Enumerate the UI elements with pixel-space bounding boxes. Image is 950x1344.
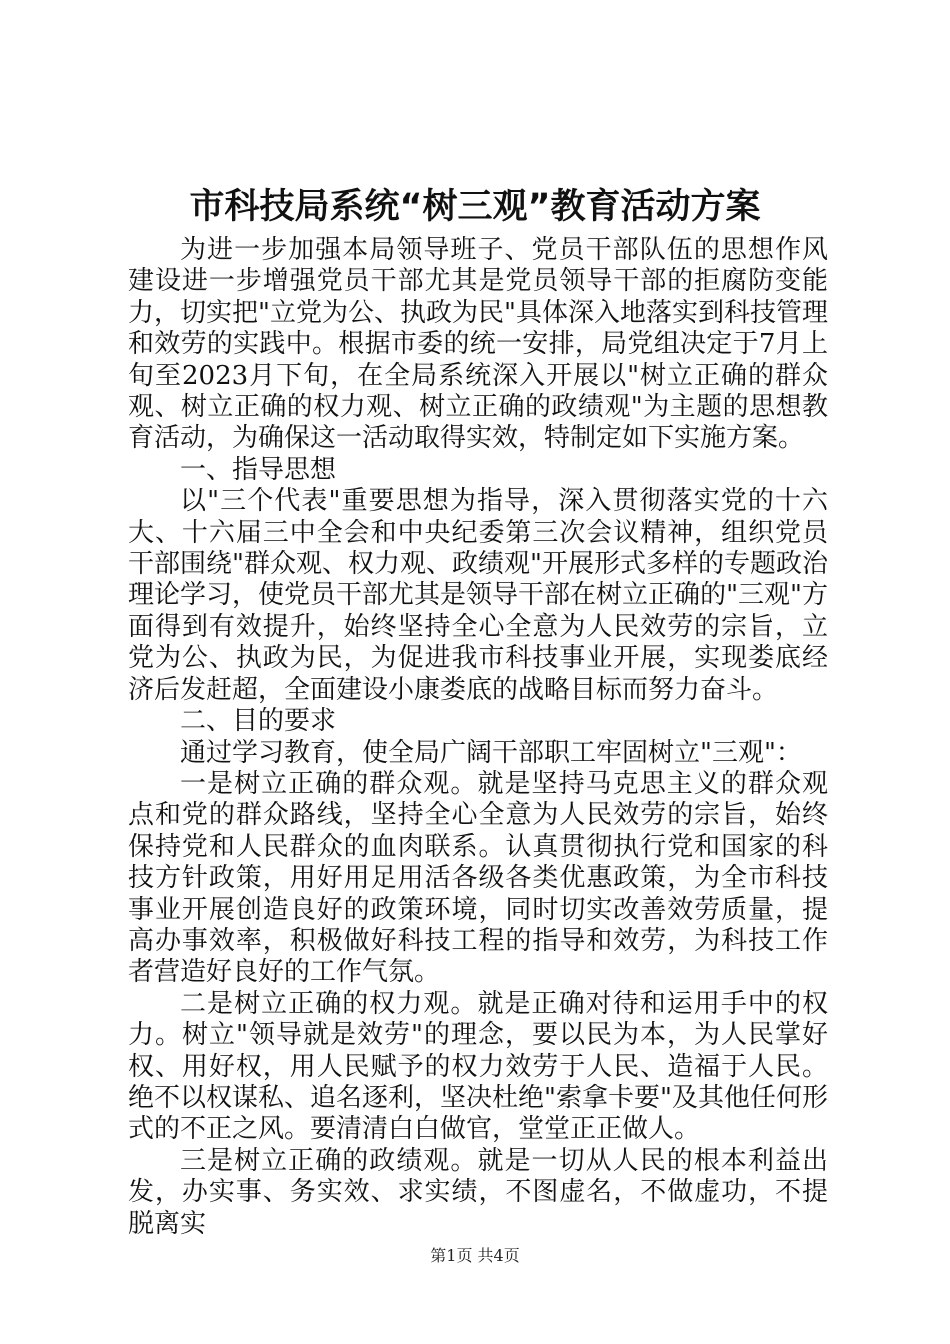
paragraph-guiding-ideology: 以"三个代表"重要思想为指导，深入贯彻落实党的十六大、十六届三中全会和中央纪委第三次会议精神，组织党员干部围绕"群众观、权力观、政绩观"开展形式多样的专题政治理论学习，使党员干部尤其是领导干部在树立正确的"三观"方面得到有效提升，始终坚持全心全意为人民效劳的宗旨，立党为公、执政为民，为促进我市科技事业开展，实现娄底经济后发赶超，全面建设小康娄底的战略目标而努力奋斗。 (128, 486, 828, 705)
page-number-footer: 第1页 共4页 (430, 1246, 520, 1265)
section-heading-guiding-ideology: 一、指导思想 (180, 454, 337, 485)
document-body (128, 235, 828, 1240)
section-heading-goals: 二、目的要求 (180, 706, 337, 737)
paragraph-mass-view: 一是树立正确的群众观。就是坚持马克思主义的群众观点和党的群众路线，坚持全心全意为人民效劳的宗旨，始终保持党和人民群众的血肉联系。认真贯彻执行党和国家的科技方针政策，用好用足用活各级各类优惠政策，为全市科技事业开展创造良好的政策环境，同时切实改善效劳质量，提高办事效率，积极做好科技工程的指导和效劳，为科技工作者营造好良好的工作气氛。 (128, 768, 828, 988)
paragraph-intro: 为进一步加强本局领导班子、党员干部队伍的思想作风建设进一步增强党员干部尤其是党员领导干部的拒腐防变能力，切实把"立党为公、执政为民"具体深入地落实到科技管理和效劳的实践中。根据市委的统一安排，局党组决定于7月上旬至2023月下旬，在全局系统深入开展以"树立正确的群众观、树立正确的权力观、树立正确的政绩观"为主题的思想教育活动，为确保这一活动取得实效，特制定如下实施方案。 (128, 235, 828, 454)
paragraph-goals-intro: 通过学习教育，使全局广阔干部职工牢固树立"三观"： (180, 737, 802, 768)
paragraph-power-view: 二是树立正确的权力观。就是正确对待和运用手中的权力。树立"领导就是效劳"的理念，要以民为本，为人民掌好权、用好权，用人民赋予的权力效劳于人民、造福于人民。绝不以权谋私、追名逐利，坚决杜绝"索拿卡要"及其他任何形式的不正之风。要清清白白做官，堂堂正正做人。 (128, 988, 828, 1145)
paragraph-achievement-view: 三是树立正确的政绩观。就是一切从人民的根本利益出发，办实事、务实效、求实绩，不图虚名，不做虚功，不提脱离实 (128, 1145, 828, 1239)
document-title: 市科技局系统“树三观”教育活动方案 (189, 187, 761, 227)
